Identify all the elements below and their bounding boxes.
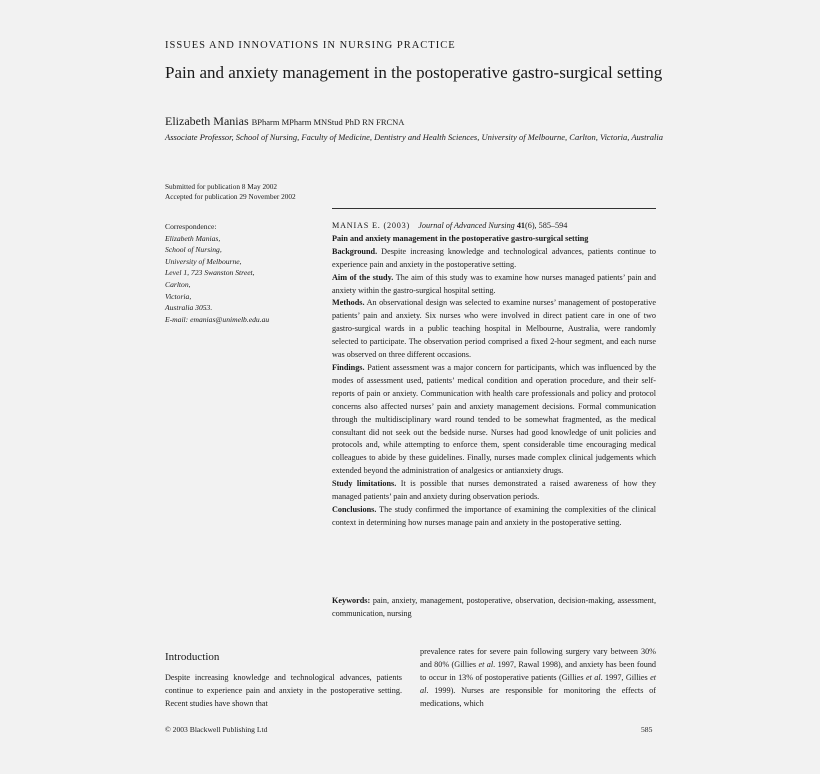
keywords-label: Keywords: — [332, 596, 371, 605]
author-affiliation: Associate Professor, School of Nursing, Faculty of Medicine, Dentistry and Health Sciences, University of Melbourne, Carlton, Victoria, Australia — [165, 132, 663, 142]
correspondence-email: E-mail: emanias@unimelb.edu.au — [165, 314, 270, 324]
correspondence-line: School of Nursing, — [165, 245, 222, 255]
abstract-methods — [332, 297, 656, 362]
intro-et-al: et al — [585, 672, 601, 682]
introduction-left-column: Despite increasing knowledge and technological advances, patients continue to experience pain and anxiety in the postoperative setting. Recent studies have shown that — [165, 673, 402, 708]
limitations-label: Study limitations. — [332, 479, 397, 489]
abstract-title: Pain and anxiety management in the postoperative gastro-surgical setting — [332, 233, 589, 243]
abstract-background — [332, 246, 656, 272]
conclusions-text: The study confirmed the importance of examining the complexities of the clinical context in determining how nurses manage pain and anxiety in the postoperative setting. — [332, 504, 656, 527]
correspondence-line: Elizabeth Manias, — [165, 233, 221, 243]
intro-et-al: et al — [420, 672, 656, 695]
methods-text: An observational design was selected to examine nurses’ management of postoperative patients’ pain and anxiety. Six nurses who were involved in direct patient care in one of two gastro-surgical wards in a public teaching hospital in Melbourne, Australia, were randomly selected to participate. The observation period comprised a fixed 2-hour segment, and each nurse was observed on three different occasions. — [332, 298, 656, 360]
background-text: Despite increasing knowledge and technological advances, patients continue to experience pain and anxiety in the postoperative setting. — [332, 246, 656, 269]
author-degrees: BPharm MPharm MNStud PhD RN FRCNA — [251, 117, 405, 127]
citation-author: MANIAS E. (2003) — [332, 221, 411, 230]
findings-label: Findings. — [332, 362, 365, 372]
correspondence-block — [165, 221, 315, 325]
introduction-heading: Introduction — [165, 651, 220, 663]
methods-label: Methods. — [332, 298, 365, 308]
intro-text: . 1997, Rawal 1998), and anxiety has been found to occur in 13% of postoperative patients (Gillies — [420, 659, 657, 682]
intro-text: . 1997, Gillies — [600, 672, 651, 682]
conclusions-label: Conclusions. — [332, 504, 377, 514]
footer-page-number: 585 — [641, 725, 653, 734]
section-label: ISSUES AND INNOVATIONS IN NURSING PRACTICE — [165, 40, 456, 51]
correspondence-line: Level 1, 723 Swanston Street, — [165, 268, 255, 278]
intro-text: prevalence rates for severe pain following surgery vary between 30% and 80% (Gillies — [420, 647, 656, 669]
keywords — [332, 595, 656, 621]
correspondence-line: University of Melbourne, — [165, 256, 242, 266]
limitations-text: It is possible that nurses demonstrated a raised awareness of how they managed patients’ pain and anxiety during observation periods. — [332, 479, 657, 502]
abstract-divider — [332, 208, 656, 209]
citation-volume: 41 — [516, 221, 525, 230]
intro-text: . 1999). Nurses are responsible for monitoring the effects of medications, which — [420, 685, 656, 708]
keywords-text: pain, anxiety, management, postoperative, observation, decision-making, assessment, communication, nursing — [332, 596, 656, 618]
introduction-right-column — [420, 646, 656, 711]
author-line — [165, 114, 404, 129]
findings-text: Patient assessment was a major concern for participants, which was influenced by the modes of assessment used, patients’ medical condition and operation procedure, and their self-reports of pain or anxiety. Communication with health care professionals and policy and protocol concerns also affected nurses’ pain and anxiety management decisions. Formal communication through the multidisciplinary ward round tended to be somewhat fragmented, as the medical consultant did not seek out the bedside nurse. Nurses had good knowledge of unit policies and protocols and, while attempting to enforce them, spent considerable time encouraging medical colleagues to abide by these guidelines. Finally, nurses made complex clinical judgements which extended beyond the administration of analgesics or antianxiety drugs. — [332, 362, 656, 476]
intro-et-al: et al — [478, 659, 494, 669]
author-name: Elizabeth Manias — [165, 114, 249, 128]
correspondence-line: Carlton, — [165, 279, 191, 289]
abstract-limitations — [332, 478, 656, 504]
correspondence-line: Australia 3053. — [165, 303, 213, 313]
abstract — [332, 220, 656, 530]
accepted-date: Accepted for publication 29 November 2002 — [165, 192, 296, 201]
publication-dates — [165, 182, 296, 202]
correspondence-label: Correspondence: — [165, 222, 217, 231]
aim-label: Aim of the study. — [332, 272, 394, 282]
abstract-citation — [332, 220, 656, 233]
submitted-date: Submitted for publication 8 May 2002 — [165, 182, 278, 191]
correspondence-line: Victoria, — [165, 291, 192, 301]
background-label: Background. — [332, 246, 378, 256]
footer-copyright: © 2003 Blackwell Publishing Ltd — [165, 725, 268, 734]
article-title: Pain and anxiety management in the postoperative gastro-surgical setting — [165, 63, 663, 82]
abstract-aim — [332, 272, 656, 298]
abstract-conclusions — [332, 504, 656, 530]
aim-text: The aim of this study was to examine how nurses managed patients’ pain and anxiety within the gastro-surgical hospital setting. — [332, 272, 656, 295]
abstract-findings — [332, 362, 656, 478]
citation-pages: (6), 585–594 — [525, 221, 568, 230]
citation-journal: Journal of Advanced Nursing — [418, 221, 515, 230]
